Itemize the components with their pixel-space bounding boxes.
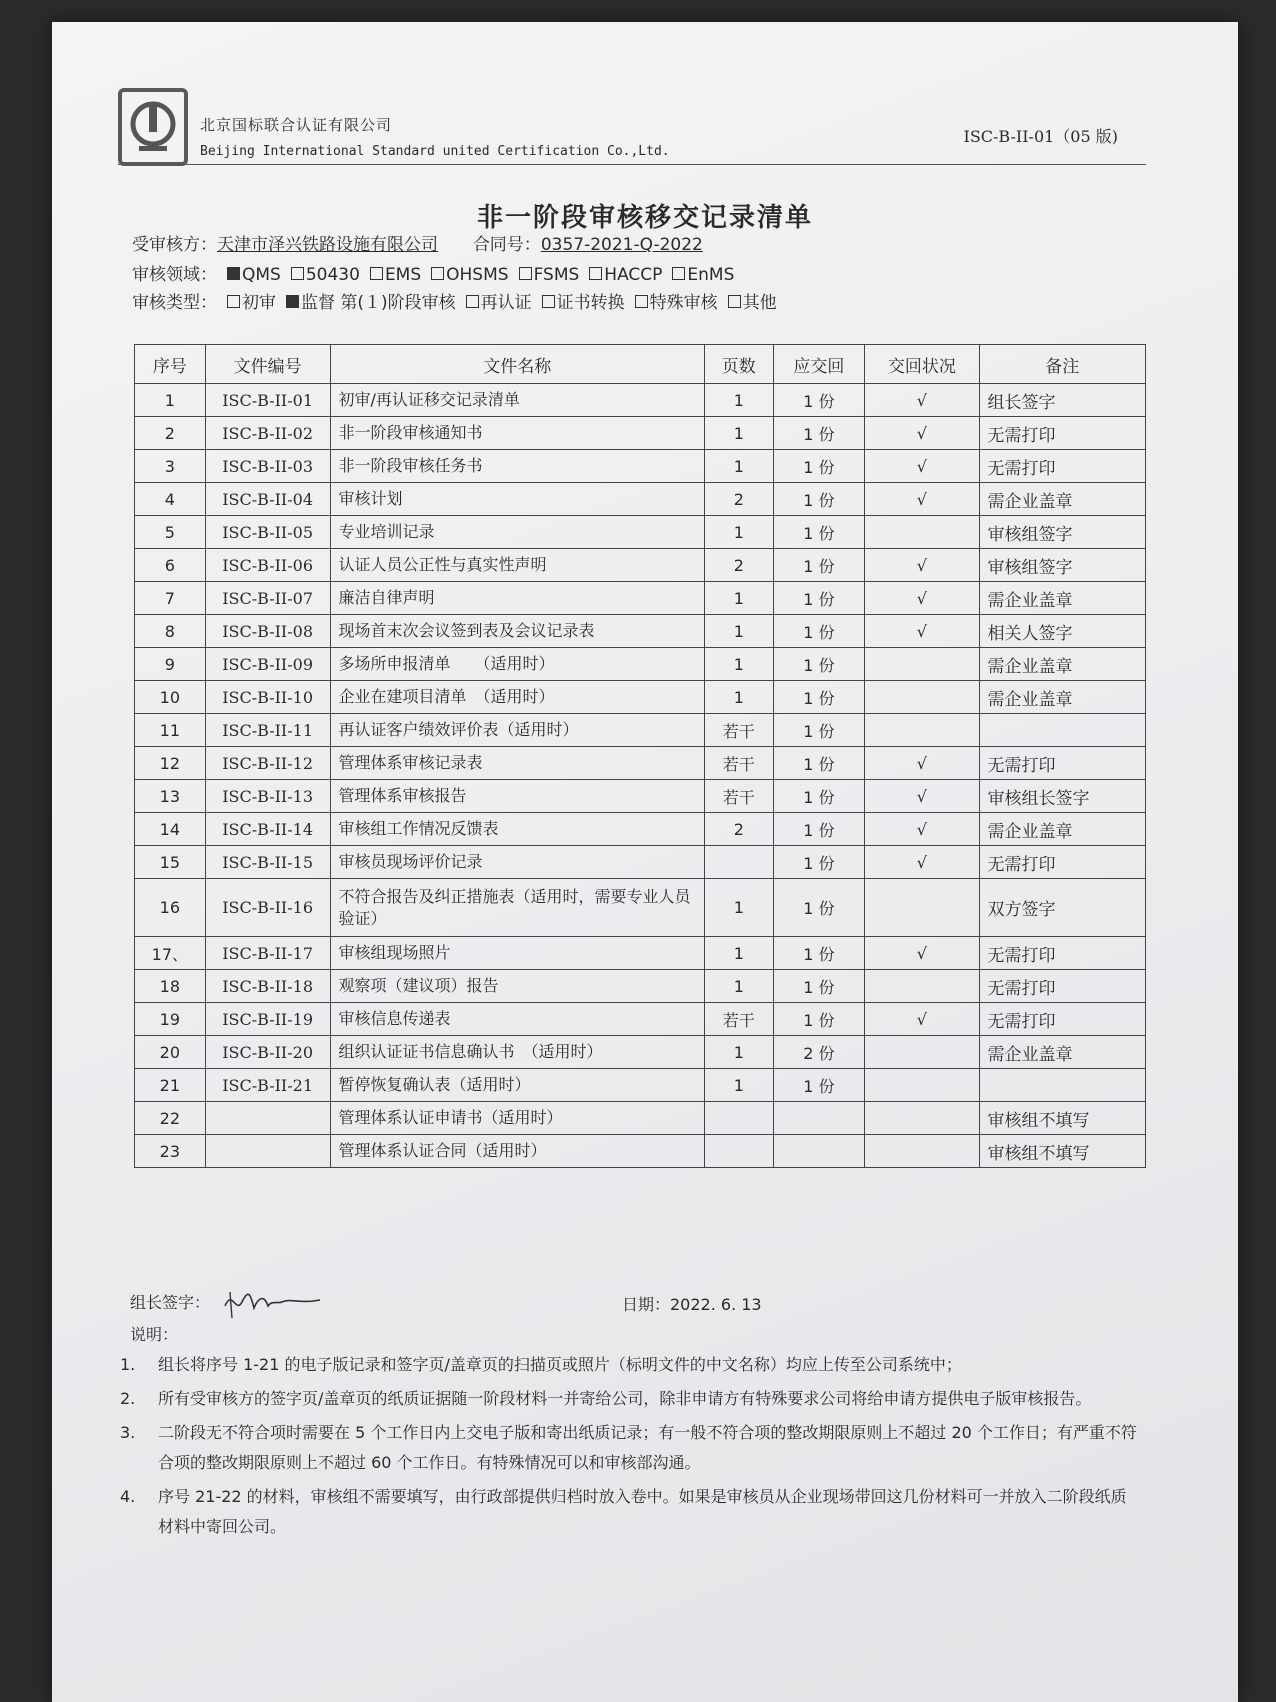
return-status-cell: √ (865, 417, 979, 450)
note-item (120, 1384, 1140, 1414)
leader-signature-label: 组长签字： (130, 1293, 211, 1312)
page-count-cell: 2 (704, 549, 773, 582)
return-status-cell: √ (865, 846, 979, 879)
column-header: 序号 (135, 345, 206, 384)
return-status-cell: √ (865, 937, 979, 970)
return-count-cell: 1 份 (773, 846, 865, 879)
return-count-cell: 1 份 (773, 937, 865, 970)
return-count-cell: 1 份 (773, 615, 865, 648)
file-name-cell: 再认证客户绩效评价表（适用时） (330, 714, 704, 747)
return-count-cell: 1 份 (773, 450, 865, 483)
row-number-cell: 19 (135, 1003, 206, 1036)
note-number: 4. (120, 1487, 136, 1506)
row-number-cell: 4 (135, 483, 206, 516)
file-name-cell: 管理体系审核报告 (330, 780, 704, 813)
remark-cell: 需企业盖章 (979, 813, 1145, 846)
file-code-cell: ISC-B-II-06 (205, 549, 330, 582)
audit-type-option-label: 证书转换 (556, 293, 625, 313)
return-count-cell: 1 份 (773, 813, 865, 846)
table-row (135, 813, 1146, 846)
return-status-cell: √ (865, 549, 979, 582)
audit-type-option-label: 其他 (742, 293, 777, 313)
audit-type-checkbox-5[interactable] (728, 295, 741, 308)
page-count-cell: 1 (704, 681, 773, 714)
domain-checkbox-2[interactable] (370, 267, 383, 280)
file-code-cell: ISC-B-II-13 (205, 780, 330, 813)
file-code-cell: ISC-B-II-21 (205, 1069, 330, 1102)
file-code-cell: ISC-B-II-12 (205, 747, 330, 780)
page-count-cell: 1 (704, 450, 773, 483)
audit-domain-label: 审核领域： (132, 265, 217, 285)
file-code-cell: ISC-B-II-14 (205, 813, 330, 846)
audit-type-checkbox-4[interactable] (635, 295, 648, 308)
table-row (135, 846, 1146, 879)
remark-cell: 相关人签字 (979, 615, 1145, 648)
table-row (135, 747, 1146, 780)
row-number-cell: 3 (135, 450, 206, 483)
return-count-cell: 1 份 (773, 747, 865, 780)
page-count-cell: 1 (704, 1036, 773, 1069)
page-count-cell: 1 (704, 384, 773, 417)
remark-cell (979, 1069, 1145, 1102)
file-code-cell: ISC-B-II-19 (205, 1003, 330, 1036)
row-number-cell: 5 (135, 516, 206, 549)
row-number-cell: 6 (135, 549, 206, 582)
file-name-cell: 认证人员公正性与真实性声明 (330, 549, 704, 582)
client-label: 受审核方： (132, 235, 217, 255)
file-name-cell: 审核组现场照片 (330, 937, 704, 970)
file-code-cell: ISC-B-II-11 (205, 714, 330, 747)
note-text: 序号 21-22 的材料，审核组不需要填写，由行政部提供归档时放入卷中。如果是审核员从企业现场带回这几份材料可一并放入二阶段纸质材料中寄回公司。 (158, 1487, 1127, 1536)
file-code-cell: ISC-B-II-05 (205, 516, 330, 549)
remark-cell: 审核组签字 (979, 516, 1145, 549)
column-header: 交回状况 (865, 345, 979, 384)
table-row (135, 780, 1146, 813)
return-count-cell: 1 份 (773, 1003, 865, 1036)
return-status-cell (865, 714, 979, 747)
page-count-cell: 2 (704, 813, 773, 846)
page-count-cell: 1 (704, 648, 773, 681)
file-name-cell: 暂停恢复确认表（适用时） (330, 1069, 704, 1102)
table-row (135, 384, 1146, 417)
file-name-cell: 审核信息传递表 (330, 1003, 704, 1036)
file-name-cell: 多场所申报清单 （适用时） (330, 648, 704, 681)
file-name-cell: 初审/再认证移交记录清单 (330, 384, 704, 417)
remark-cell: 需企业盖章 (979, 681, 1145, 714)
return-count-cell: 1 份 (773, 1069, 865, 1102)
page-count-cell (704, 1135, 773, 1168)
row-number-cell: 8 (135, 615, 206, 648)
domain-checkbox-5[interactable] (589, 267, 602, 280)
table-row (135, 648, 1146, 681)
audit-type-option-label: 再认证 (480, 293, 532, 313)
return-status-cell (865, 1135, 979, 1168)
document-sheet (52, 22, 1238, 1702)
row-number-cell: 16 (135, 879, 206, 937)
page-count-cell (704, 846, 773, 879)
domain-checkbox-3[interactable] (431, 267, 444, 280)
return-status-cell: √ (865, 384, 979, 417)
remark-cell: 需企业盖章 (979, 648, 1145, 681)
return-count-cell: 1 份 (773, 384, 865, 417)
table-row (135, 970, 1146, 1003)
return-count-cell (773, 1135, 865, 1168)
client-line (132, 230, 703, 255)
domain-option-label: OHSMS (446, 265, 509, 285)
file-code-cell: ISC-B-II-10 (205, 681, 330, 714)
audit-domain-line (132, 260, 734, 285)
table-row (135, 1036, 1146, 1069)
table-row (135, 516, 1146, 549)
domain-option-label: EMS (384, 265, 422, 285)
return-status-cell: √ (865, 582, 979, 615)
file-code-cell: ISC-B-II-03 (205, 450, 330, 483)
table-row (135, 1003, 1146, 1036)
row-number-cell: 7 (135, 582, 206, 615)
row-number-cell: 13 (135, 780, 206, 813)
remark-cell: 需企业盖章 (979, 1036, 1145, 1069)
return-count-cell: 1 份 (773, 970, 865, 1003)
remark-cell: 审核组不填写 (979, 1135, 1145, 1168)
return-count-cell: 1 份 (773, 681, 865, 714)
column-header: 备注 (979, 345, 1145, 384)
remark-cell: 无需打印 (979, 846, 1145, 879)
audit-type-option-label: 初审 (242, 293, 276, 313)
contract-label: 合同号： (472, 235, 541, 255)
file-code-cell: ISC-B-II-04 (205, 483, 330, 516)
return-status-cell: √ (865, 1003, 979, 1036)
page-count-cell: 1 (704, 582, 773, 615)
row-number-cell: 23 (135, 1135, 206, 1168)
return-status-cell: √ (865, 780, 979, 813)
company-name-en: Beijing International Standard united Certification Co.,Ltd. (200, 144, 670, 159)
table-row (135, 450, 1146, 483)
remark-cell: 需企业盖章 (979, 582, 1145, 615)
note-number: 2. (120, 1389, 136, 1408)
company-name-cn: 北京国标联合认证有限公司 (200, 116, 393, 134)
row-number-cell: 12 (135, 747, 206, 780)
page-count-cell: 若干 (704, 747, 773, 780)
row-number-cell: 15 (135, 846, 206, 879)
row-number-cell: 21 (135, 1069, 206, 1102)
file-name-cell: 审核组工作情况反馈表 (330, 813, 704, 846)
note-item (120, 1350, 1140, 1380)
page-count-cell (704, 1102, 773, 1135)
page-count-cell: 1 (704, 879, 773, 937)
file-code-cell: ISC-B-II-15 (205, 846, 330, 879)
page-count-cell: 1 (704, 615, 773, 648)
return-status-cell: √ (865, 450, 979, 483)
note-number: 3. (120, 1423, 136, 1442)
note-number: 1. (120, 1355, 136, 1374)
page-count-cell: 若干 (704, 780, 773, 813)
row-number-cell: 11 (135, 714, 206, 747)
note-text: 二阶段无不符合项时需要在 5 个工作日内上交电子版和寄出纸质记录；有一般不符合项的整改期限原则上不超过 20 个工作日；有严重不符合项的整改期限原则上不超过 60 个工作日。有特殊情况可以和审核部沟通。 (158, 1423, 1137, 1472)
header-divider (118, 164, 1146, 165)
page-count-cell: 1 (704, 417, 773, 450)
file-name-cell: 不符合报告及纠正措施表（适用时，需要专业人员验证） (330, 879, 704, 937)
return-count-cell: 1 份 (773, 648, 865, 681)
note-item (120, 1482, 1140, 1542)
row-number-cell: 10 (135, 681, 206, 714)
page-count-cell: 2 (704, 483, 773, 516)
file-code-cell: ISC-B-II-20 (205, 1036, 330, 1069)
remark-cell: 审核组签字 (979, 549, 1145, 582)
table-row (135, 1102, 1146, 1135)
return-count-cell: 1 份 (773, 780, 865, 813)
file-code-cell: ISC-B-II-07 (205, 582, 330, 615)
return-status-cell (865, 681, 979, 714)
return-status-cell (865, 516, 979, 549)
file-name-cell: 管理体系审核记录表 (330, 747, 704, 780)
audit-type-option-label: 特殊审核 (649, 293, 718, 313)
domain-option-label: FSMS (533, 265, 580, 285)
contract-number: 0357-2021-Q-2022 (540, 235, 703, 255)
page-count-cell: 1 (704, 970, 773, 1003)
return-status-cell (865, 1069, 979, 1102)
return-status-cell: √ (865, 747, 979, 780)
file-name-cell: 审核员现场评价记录 (330, 846, 704, 879)
note-item (120, 1418, 1140, 1478)
file-code-cell (205, 1102, 330, 1135)
table-row (135, 615, 1146, 648)
row-number-cell: 9 (135, 648, 206, 681)
remark-cell: 审核组长签字 (979, 780, 1145, 813)
file-name-cell: 现场首末次会议签到表及会议记录表 (330, 615, 704, 648)
remark-cell: 双方签字 (979, 879, 1145, 937)
domain-option-label: QMS (242, 265, 281, 285)
domain-option-label: HACCP (604, 265, 663, 285)
file-name-cell: 非一阶段审核通知书 (330, 417, 704, 450)
return-status-cell (865, 879, 979, 937)
table-row (135, 681, 1146, 714)
document-title: 非一阶段审核移交记录清单 (476, 203, 813, 233)
remark-cell: 需企业盖章 (979, 483, 1145, 516)
table-row (135, 714, 1146, 747)
page-count-cell: 若干 (704, 714, 773, 747)
file-code-cell: ISC-B-II-18 (205, 970, 330, 1003)
column-header: 页数 (704, 345, 773, 384)
audit-type-line (132, 288, 777, 313)
domain-option-label: EnMS (687, 265, 735, 285)
return-status-cell (865, 970, 979, 1003)
leader-signature-icon (220, 1284, 330, 1324)
file-name-cell: 管理体系认证合同（适用时） (330, 1135, 704, 1168)
remark-cell: 无需打印 (979, 417, 1145, 450)
file-code-cell: ISC-B-II-08 (205, 615, 330, 648)
table-row (135, 417, 1146, 450)
return-count-cell: 1 份 (773, 549, 865, 582)
file-code-cell: ISC-B-II-01 (205, 384, 330, 417)
company-logo (118, 88, 188, 166)
file-code-cell: ISC-B-II-09 (205, 648, 330, 681)
audit-type-checkbox-1[interactable] (286, 295, 299, 308)
file-code-cell: ISC-B-II-16 (205, 879, 330, 937)
remark-cell: 无需打印 (979, 970, 1145, 1003)
file-code-cell: ISC-B-II-17 (205, 937, 330, 970)
return-status-cell: √ (865, 813, 979, 846)
table-row (135, 1069, 1146, 1102)
return-count-cell: 1 份 (773, 483, 865, 516)
remark-cell: 无需打印 (979, 747, 1145, 780)
row-number-cell: 2 (135, 417, 206, 450)
return-count-cell: 1 份 (773, 417, 865, 450)
column-header: 应交回 (773, 345, 865, 384)
file-code-cell: ISC-B-II-02 (205, 417, 330, 450)
table-row (135, 879, 1146, 937)
remark-cell: 无需打印 (979, 937, 1145, 970)
table-row (135, 937, 1146, 970)
audit-type-checkbox-3[interactable] (542, 295, 555, 308)
row-number-cell: 1 (135, 384, 206, 417)
domain-checkbox-0[interactable] (227, 267, 240, 280)
file-name-cell: 观察项（建议项）报告 (330, 970, 704, 1003)
file-code-cell (205, 1135, 330, 1168)
row-number-cell: 17、 (135, 937, 206, 970)
file-name-cell: 企业在建项目清单 （适用时） (330, 681, 704, 714)
date: 日期：2022. 6. 13 (622, 1295, 762, 1314)
remark-cell: 组长签字 (979, 384, 1145, 417)
page-count-cell: 1 (704, 937, 773, 970)
audit-type-checkbox-2[interactable] (466, 295, 479, 308)
column-header: 文件名称 (330, 345, 704, 384)
page-count-cell: 1 (704, 516, 773, 549)
audit-type-option-label: 监督 第(１)阶段审核 (301, 293, 456, 313)
table-row (135, 483, 1146, 516)
form-number: ISC-B-II-01（05 版) (963, 127, 1118, 146)
remark-cell: 无需打印 (979, 1003, 1145, 1036)
return-count-cell: 2 份 (773, 1036, 865, 1069)
table-row (135, 582, 1146, 615)
return-count-cell: 1 份 (773, 582, 865, 615)
note-text: 所有受审核方的签字页/盖章页的纸质证据随一阶段材料一并寄给公司，除非申请方有特殊要求公司将给申请方提供电子版审核报告。 (158, 1389, 1092, 1408)
return-count-cell (773, 1102, 865, 1135)
remark-cell: 审核组不填写 (979, 1102, 1145, 1135)
file-name-cell: 专业培训记录 (330, 516, 704, 549)
return-count-cell: 1 份 (773, 879, 865, 937)
page-count-cell: 1 (704, 1069, 773, 1102)
file-name-cell: 组织认证证书信息确认书 （适用时） (330, 1036, 704, 1069)
domain-checkbox-1[interactable] (291, 267, 304, 280)
client-name: 天津市泽兴铁路设施有限公司 (217, 235, 438, 255)
remark-cell: 无需打印 (979, 450, 1145, 483)
table-row (135, 1135, 1146, 1168)
note-text: 组长将序号 1-21 的电子版记录和签字页/盖章页的扫描页或照片（标明文件的中文名称）均应上传至公司系统中； (158, 1355, 962, 1374)
return-status-cell: √ (865, 483, 979, 516)
return-count-cell: 1 份 (773, 516, 865, 549)
return-count-cell: 1 份 (773, 714, 865, 747)
file-name-cell: 管理体系认证申请书（适用时） (330, 1102, 704, 1135)
row-number-cell: 14 (135, 813, 206, 846)
file-name-cell: 廉洁自律声明 (330, 582, 704, 615)
row-number-cell: 20 (135, 1036, 206, 1069)
audit-type-checkbox-0[interactable] (227, 295, 240, 308)
return-status-cell (865, 1102, 979, 1135)
return-status-cell (865, 1036, 979, 1069)
remark-cell (979, 714, 1145, 747)
table-header-row (135, 345, 1146, 384)
notes-title: 说明： (130, 1325, 179, 1344)
row-number-cell: 18 (135, 970, 206, 1003)
logo-emblem-icon (127, 98, 179, 156)
row-number-cell: 22 (135, 1102, 206, 1135)
table-row (135, 549, 1146, 582)
page-count-cell: 若干 (704, 1003, 773, 1036)
audit-type-label: 审核类型： (132, 293, 217, 313)
handover-table (134, 344, 1146, 1168)
notes-list (120, 1350, 1140, 1546)
file-name-cell: 审核计划 (330, 483, 704, 516)
file-name-cell: 非一阶段审核任务书 (330, 450, 704, 483)
domain-checkbox-6[interactable] (672, 267, 685, 280)
domain-option-label: 50430 (305, 265, 360, 285)
return-status-cell: √ (865, 615, 979, 648)
domain-checkbox-4[interactable] (519, 267, 532, 280)
return-status-cell (865, 648, 979, 681)
column-header: 文件编号 (205, 345, 330, 384)
